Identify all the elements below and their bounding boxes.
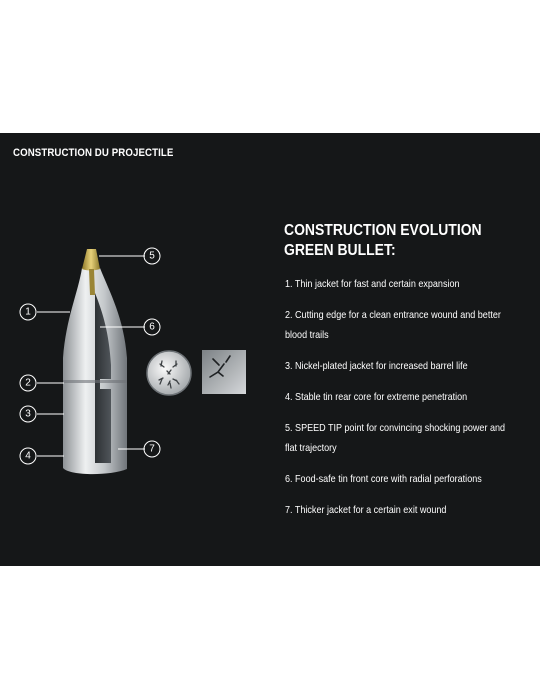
feature-item: 6. Food-safe tin front core with radial perforations [285, 473, 482, 485]
speed-tip [82, 249, 100, 271]
callout-7 [144, 441, 160, 457]
feature-item: 5. SPEED TIP point for convincing shocking power and flat trajectory [285, 422, 506, 454]
callout-7-label: 7 [149, 443, 155, 455]
callout-1 [20, 304, 36, 320]
feature-item: 2. Cutting edge for a clean entrance wound and better blood trails [285, 309, 501, 341]
callout-2-label: 2 [25, 377, 31, 389]
info-panel [0, 133, 540, 566]
callout-4-label: 4 [25, 450, 31, 462]
callout-6 [144, 319, 160, 335]
callout-2 [20, 375, 36, 391]
feature-item: 1. Thin jacket for fast and certain expansion [285, 278, 460, 290]
speed-tip-stem [89, 269, 95, 295]
feature-item: 4. Stable tin rear core for extreme penetration [285, 391, 468, 403]
callout-4 [20, 448, 36, 464]
bullet-groove [63, 380, 127, 383]
callout-3 [20, 406, 36, 422]
bullet-heading: CONSTRUCTION EVOLUTION GREEN BULLET: [284, 222, 482, 259]
callout-5 [144, 248, 160, 264]
callout-3-label: 3 [25, 408, 31, 420]
cutting-edge-detail [202, 350, 246, 394]
section-title: CONSTRUCTION DU PROJECTILE [13, 147, 174, 159]
feature-item: 3. Nickel-plated jacket for increased barrel life [285, 360, 468, 372]
callout-6-label: 6 [149, 321, 155, 333]
feature-list [285, 274, 509, 531]
callout-5-label: 5 [149, 250, 155, 262]
callout-1-label: 1 [25, 306, 31, 318]
feature-item: 7. Thicker jacket for a certain exit wound [285, 504, 447, 516]
